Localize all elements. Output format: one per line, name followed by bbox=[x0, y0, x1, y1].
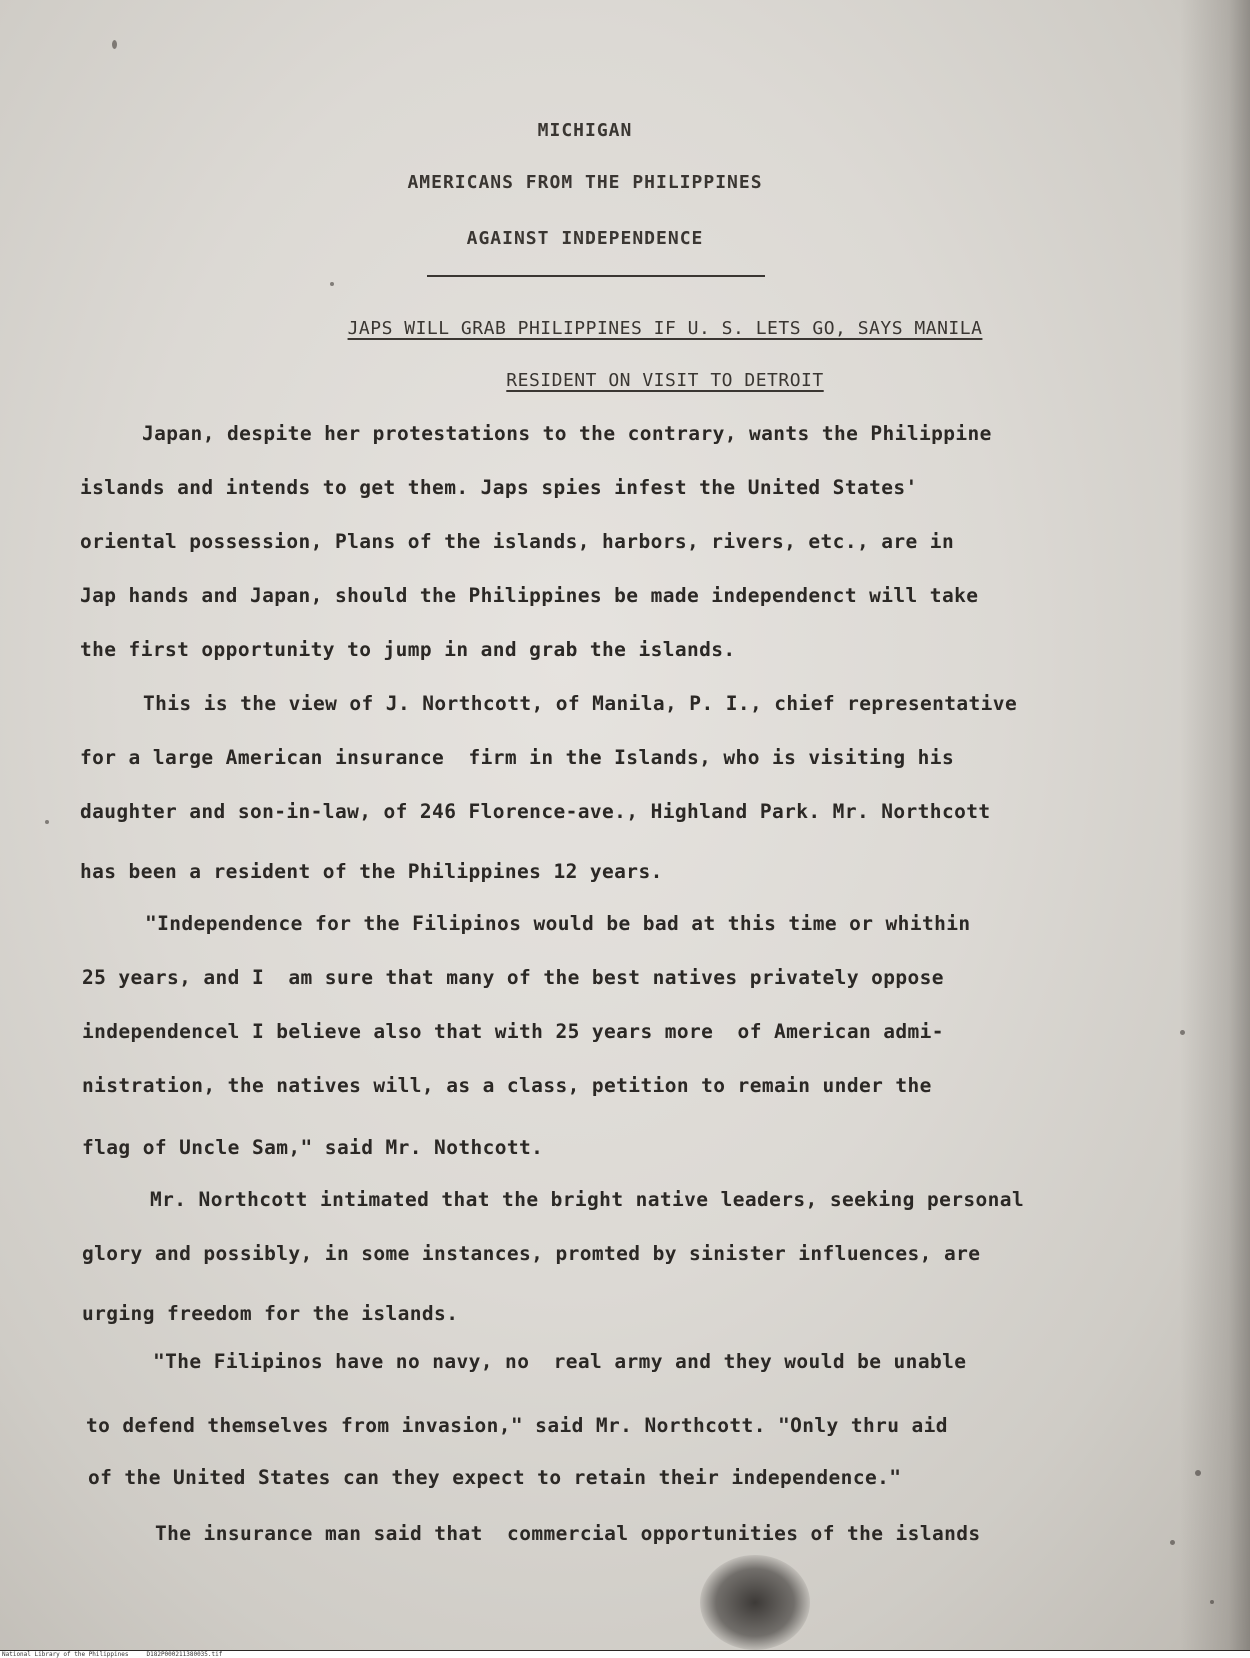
paper-speck bbox=[112, 40, 117, 49]
scan-footer bbox=[0, 1651, 1250, 1658]
body-line: Mr. Northcott intimated that the bright native leaders, seeking personal bbox=[150, 1188, 1025, 1211]
section-heading: AMERICANS FROM THE PHILIPPINES bbox=[407, 172, 763, 193]
body-line: islands and intends to get them. Japs spies infest the United States' bbox=[80, 476, 918, 499]
body-line: daughter and son-in-law, of 246 Florence-ave., Highland Park. Mr. Northcott bbox=[80, 800, 991, 823]
paper-speck bbox=[45, 820, 49, 824]
file-id-label: D182P000211380035.tif bbox=[146, 1651, 223, 1658]
body-line: The insurance man said that commercial opportunities of the islands bbox=[155, 1522, 981, 1545]
body-line: for a large American insurance firm in the Islands, who is visiting his bbox=[80, 746, 955, 769]
body-line: "Independence for the Filipinos would be bad at this time or whithin bbox=[145, 912, 971, 935]
headline-line-2: RESIDENT ON VISIT TO DETROIT bbox=[506, 370, 824, 391]
body-line: Jap hands and Japan, should the Philippines be made independenct will take bbox=[80, 584, 979, 607]
body-line: urging freedom for the islands. bbox=[82, 1302, 459, 1325]
paper-speck bbox=[1195, 1470, 1201, 1476]
heading-divider bbox=[427, 275, 765, 277]
body-line: of the United States can they expect to retain their independence." bbox=[88, 1466, 902, 1489]
body-line: has been a resident of the Philippines 12 years. bbox=[80, 860, 663, 883]
body-line: 25 years, and I am sure that many of the best natives privately oppose bbox=[82, 966, 944, 989]
body-line: to defend themselves from invasion," said Mr. Northcott. "Only thru aid bbox=[86, 1414, 948, 1437]
headline-line-1: JAPS WILL GRAB PHILIPPINES IF U. S. LETS GO, SAYS MANILA bbox=[347, 318, 983, 339]
body-line: Japan, despite her protestations to the contrary, wants the Philippine bbox=[142, 422, 992, 445]
section-subheading: AGAINST INDEPENDENCE bbox=[466, 228, 704, 249]
paper-speck bbox=[330, 282, 334, 286]
state-heading: MICHIGAN bbox=[537, 120, 633, 141]
body-line: independencel I believe also that with 25 years more of American admi- bbox=[82, 1020, 944, 1043]
body-line: nistration, the natives will, as a class, petition to remain under the bbox=[82, 1074, 932, 1097]
body-line: oriental possession, Plans of the islands, harbors, rivers, etc., are in bbox=[80, 530, 955, 553]
paper-speck bbox=[1180, 1030, 1185, 1035]
library-label: National Library of the Philippines bbox=[2, 1651, 129, 1658]
body-line: glory and possibly, in some instances, promted by sinister influences, are bbox=[82, 1242, 981, 1265]
body-line: This is the view of J. Northcott, of Manila, P. I., chief representative bbox=[143, 692, 1018, 715]
body-line: "The Filipinos have no navy, no real army and they would be unable bbox=[153, 1350, 967, 1373]
ink-stain bbox=[700, 1555, 810, 1650]
paper-speck bbox=[1210, 1600, 1214, 1604]
body-line: the first opportunity to jump in and grab the islands. bbox=[80, 638, 736, 661]
paper-speck bbox=[1170, 1540, 1175, 1545]
body-line: flag of Uncle Sam," said Mr. Nothcott. bbox=[82, 1136, 544, 1159]
